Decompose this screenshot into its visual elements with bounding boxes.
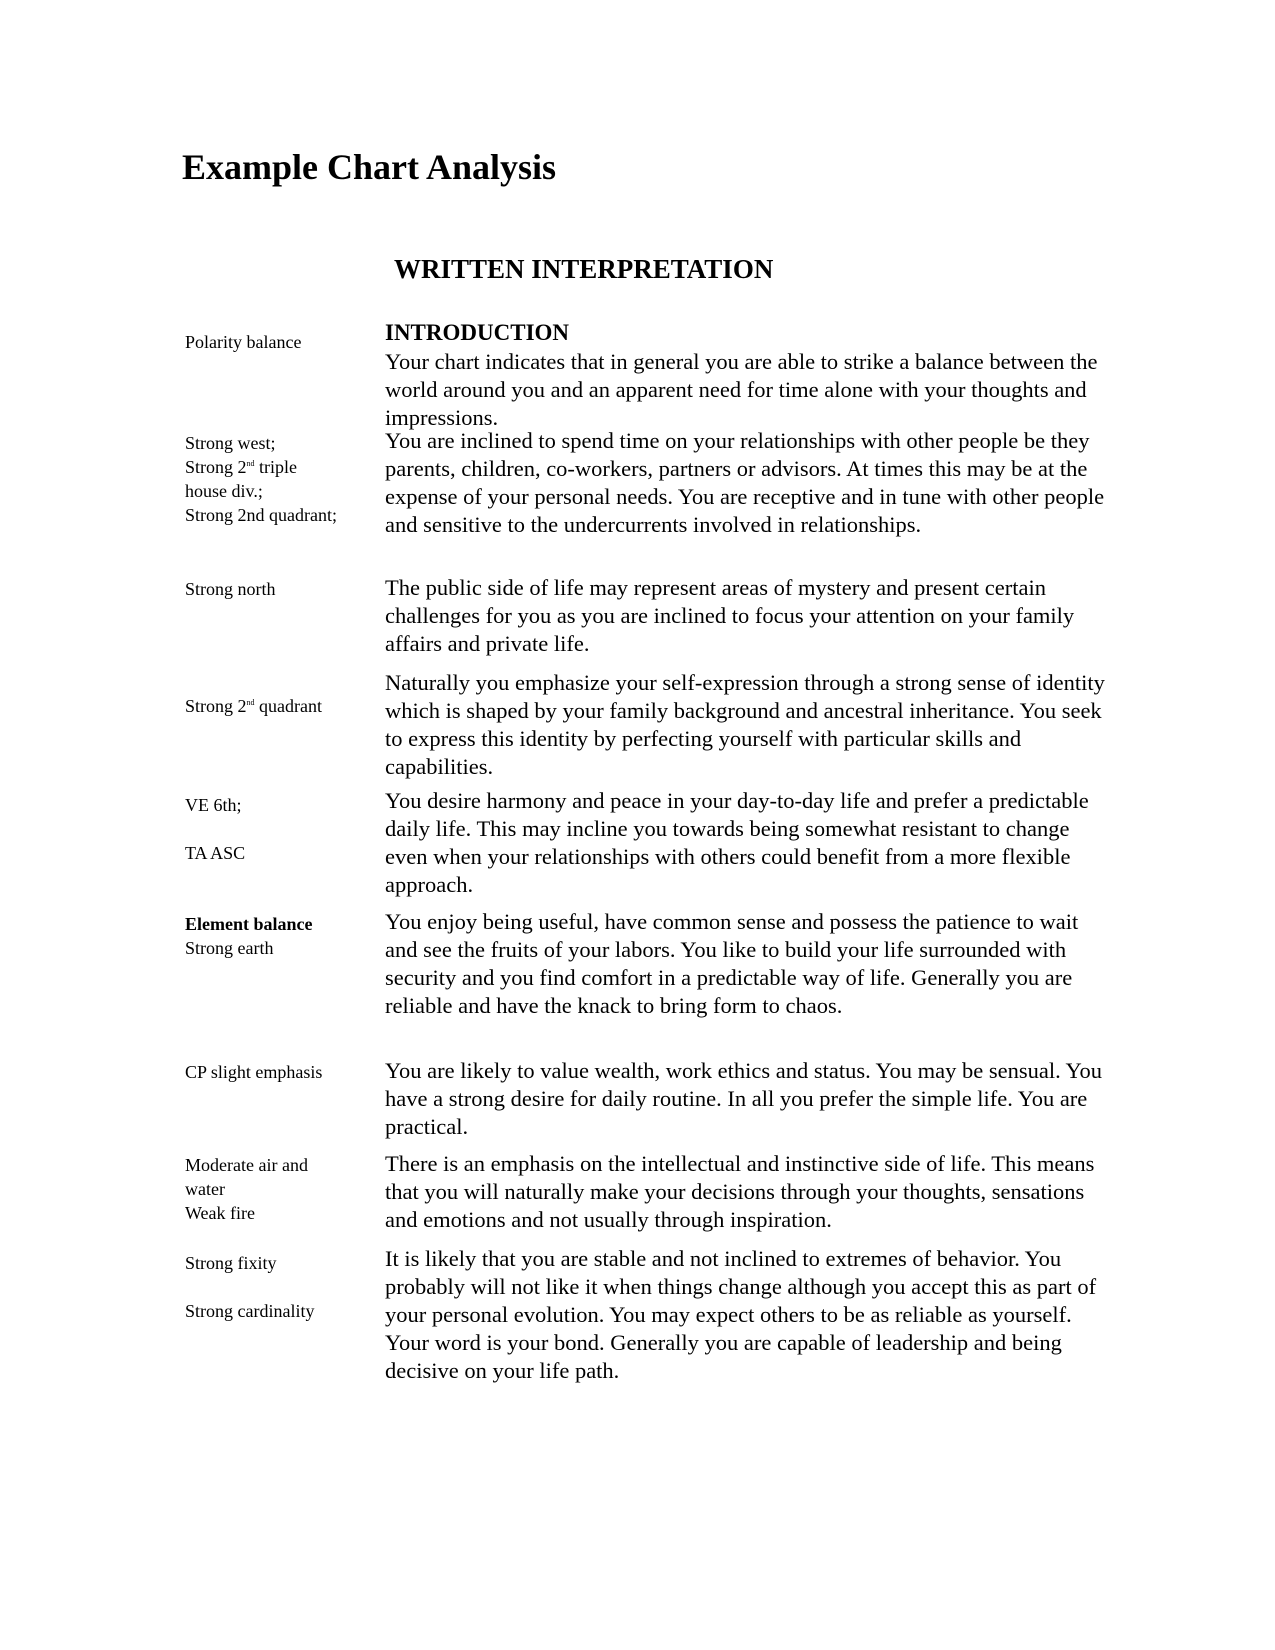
note-line: Polarity balance xyxy=(185,332,302,352)
margin-note-polarity xyxy=(185,330,375,354)
note-line: house div.; xyxy=(185,481,263,501)
paragraph-public-side: The public side of life may represent areas of mystery and present certain challenges for you as you are inclined to focus your attention on your family affairs and private life. xyxy=(385,575,1075,656)
paragraph-intro: Your chart indicates that in general you are able to strike a balance between the world around you and an apparent need for time alone with your thoughts and impressions. xyxy=(385,349,1098,430)
paragraph-intellectual: There is an emphasis on the intellectual and instinctive side of life. This means that you will naturally make your decisions through your thoughts, sensations and emotions and not usually through inspiration. xyxy=(385,1151,1095,1232)
note-line: TA ASC xyxy=(185,843,246,863)
note-line: Weak fire xyxy=(185,1203,256,1223)
note-heading: Element balance xyxy=(185,914,313,934)
note-line: water xyxy=(185,1179,225,1199)
note-line: Strong 2nd triple xyxy=(185,457,298,477)
page-title: Example Chart Analysis xyxy=(182,147,557,187)
paragraph-stable: It is likely that you are stable and not inclined to extremes of behavior. You probably will not like it when things change although you accept this as part of your personal evolution. You may expect others to be as reliable as yourself. Your word is your bond. Generally you are capable of leadership and being decisive on your life path. xyxy=(385,1246,1097,1383)
note-line: Strong 2nd quadrant xyxy=(185,696,322,716)
margin-note-element-balance xyxy=(185,912,375,960)
paragraph-useful: You enjoy being useful, have common sense and possess the patience to wait and see the fruits of your labors. You like to build your life surrounded with security and you find comfort in a predictable way of life. Generally you are reliable and have the knack to bring form to chaos. xyxy=(385,909,1079,1018)
note-line: VE 6th; xyxy=(185,795,242,815)
note-line: Strong west; xyxy=(185,433,276,453)
margin-note-strong-north xyxy=(185,577,375,601)
paragraph-relationships: You are inclined to spend time on your relationships with other people be they parents, children, co-workers, partners or advisors. At times this may be at the expense of your personal needs. You are receptive and in tune with other people and sensitive to the undercurrents involved in relationships. xyxy=(385,428,1105,537)
margin-note-strong-west xyxy=(185,431,375,527)
margin-note-fixity xyxy=(185,1251,375,1323)
paragraph-self-expression: Naturally you emphasize your self-expression through a strong sense of identity which is shaped by your family background and ancestral inheritance. You seek to express this identity by perfecting yourself with particular skills and capabilities. xyxy=(385,670,1105,779)
note-line: Strong 2nd quadrant; xyxy=(185,505,337,525)
note-line: Strong north xyxy=(185,579,276,599)
margin-note-air-water xyxy=(185,1153,375,1225)
note-line: Moderate air and xyxy=(185,1155,308,1175)
note-line: Strong fixity xyxy=(185,1253,277,1273)
note-line: Strong cardinality xyxy=(185,1301,315,1321)
introduction-heading: INTRODUCTION xyxy=(385,320,570,345)
margin-note-ve-ta xyxy=(185,793,375,865)
margin-note-cp xyxy=(185,1060,375,1084)
paragraph-harmony: You desire harmony and peace in your day-to-day life and prefer a predictable daily life. This may incline you towards being somewhat resistant to change even when your relationships with others could benefit from a more flexible approach. xyxy=(385,788,1089,897)
section-title: WRITTEN INTERPRETATION xyxy=(394,254,774,284)
margin-note-2nd-quadrant xyxy=(185,694,375,718)
note-line: Strong earth xyxy=(185,938,274,958)
paragraph-wealth: You are likely to value wealth, work ethics and status. You may be sensual. You have a strong desire for daily routine. In all you prefer the simple life. You are practical. xyxy=(385,1058,1103,1139)
note-line: CP slight emphasis xyxy=(185,1062,323,1082)
